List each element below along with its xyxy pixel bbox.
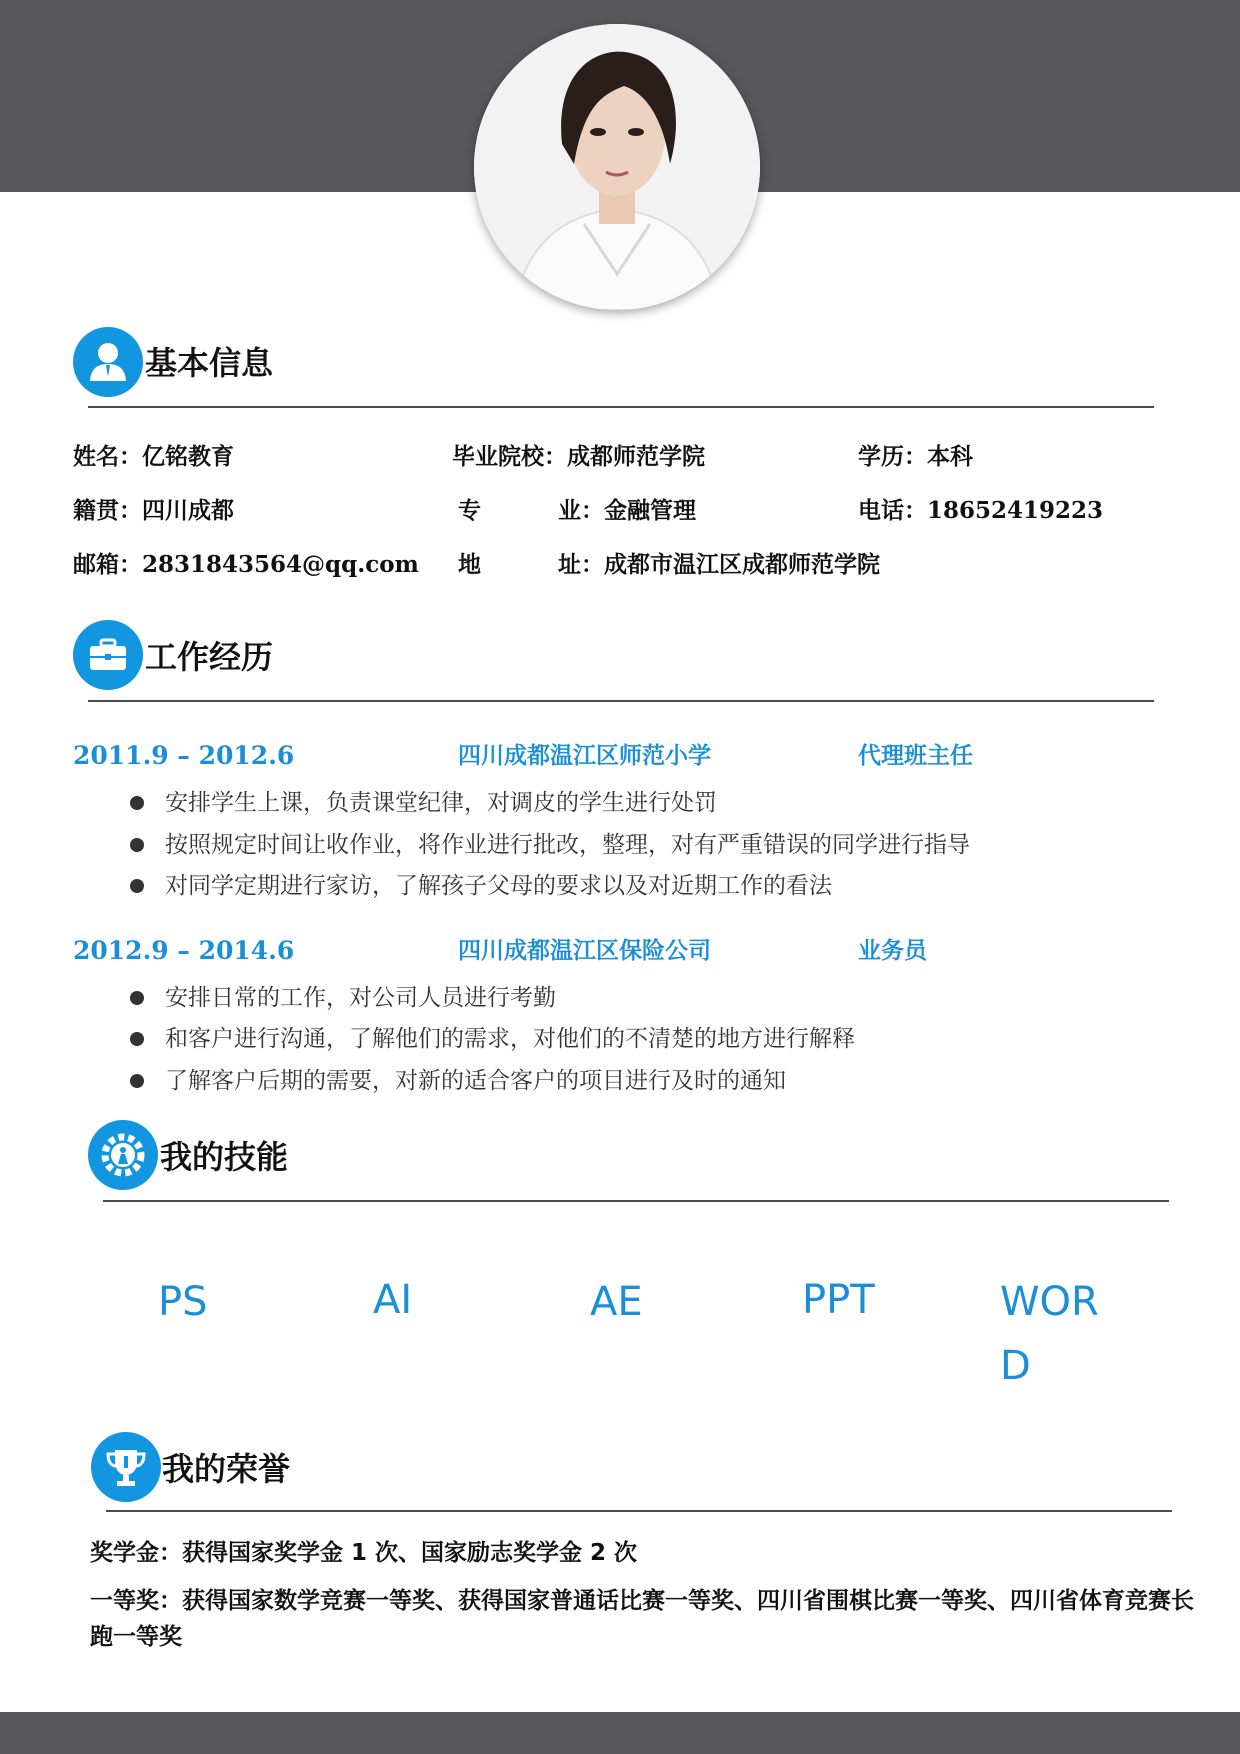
bullet-dot: [130, 838, 144, 852]
gear-icon: [88, 1120, 158, 1190]
job-duty: 了解客户后期的需要，对新的适合客户的项目进行及时的通知: [165, 1068, 786, 1094]
info-email-value: 2831843564@qq.com: [142, 551, 419, 578]
job-org: 四川成都温江区师范小学: [458, 743, 711, 769]
skill-ai: AI: [373, 1277, 413, 1323]
info-origin-value: 四川成都: [142, 498, 234, 524]
footer-band: [0, 1712, 1240, 1754]
info-address-value: 成都市温江区成都师范学院: [604, 552, 880, 578]
bullet-dot: [130, 1032, 144, 1046]
section-title-work: 工作经历: [145, 638, 274, 676]
info-major-value: 金融管理: [604, 498, 696, 524]
skill-word: [1000, 1278, 1099, 1390]
info-major-label-a: 专: [458, 498, 481, 524]
skill-ae: AE: [590, 1279, 643, 1325]
bullet-dot: [130, 879, 144, 893]
info-address: [558, 550, 880, 580]
skill-word-line2: D: [1000, 1343, 1031, 1389]
section-title-skills: 我的技能: [160, 1138, 289, 1176]
info-school-value: 成都师范学院: [567, 444, 705, 470]
job-duty: 安排学生上课，负责课堂纪律，对调皮的学生进行处罚: [165, 790, 717, 816]
job-date: 2011.9 – 2012.6: [73, 741, 295, 770]
person-icon: [73, 327, 143, 397]
job-duty: 和客户进行沟通，了解他们的需求，对他们的不清楚的地方进行解释: [165, 1026, 855, 1052]
job-duty: 按照规定时间让收作业，将作业进行批改，整理，对有严重错误的同学进行指导: [165, 832, 970, 858]
job-org: 四川成都温江区保险公司: [458, 938, 711, 964]
section-divider: [88, 406, 1154, 408]
info-phone-value: 18652419223: [927, 497, 1104, 524]
trophy-icon: [91, 1432, 161, 1502]
bullet-dot: [130, 796, 144, 810]
info-email: [73, 550, 419, 580]
bullet-dot: [130, 991, 144, 1005]
info-major: [558, 496, 696, 526]
info-degree-label: 学历：: [858, 444, 927, 470]
info-origin-label: 籍贯：: [73, 498, 142, 524]
info-phone-label: 电话：: [858, 498, 927, 524]
section-title-basic: 基本信息: [145, 344, 274, 382]
honor-scholarship: 奖学金：获得国家奖学金 1 次、国家励志奖学金 2 次: [90, 1540, 638, 1566]
job-role: 业务员: [858, 938, 927, 964]
info-address-label-a: 地: [458, 552, 481, 578]
section-divider: [106, 1510, 1172, 1512]
briefcase-icon: [73, 620, 143, 690]
section-title-honors: 我的荣誉: [162, 1450, 291, 1488]
info-school-label: 毕业院校：: [452, 444, 567, 470]
info-school: [452, 442, 705, 472]
job-duty: 对同学定期进行家访，了解孩子父母的要求以及对近期工作的看法: [165, 873, 832, 899]
info-degree-value: 本科: [927, 444, 973, 470]
info-major-label: 业：: [558, 498, 604, 524]
honor-first-prize: 一等奖：获得国家数学竞赛一等奖、获得国家普通话比赛一等奖、四川省围棋比赛一等奖、四川省体育竞赛长跑一等奖: [90, 1588, 1194, 1650]
info-origin: [73, 496, 234, 526]
info-address-label: 址：: [558, 552, 604, 578]
section-divider: [103, 1200, 1169, 1202]
section-divider: [88, 700, 1154, 702]
info-phone: [858, 496, 1103, 526]
skill-ppt: PPT: [802, 1277, 875, 1323]
job-date: 2012.9 – 2014.6: [73, 936, 295, 965]
info-degree: [858, 442, 973, 472]
job-duty: 安排日常的工作，对公司人员进行考勤: [165, 985, 556, 1011]
skill-word-line1: WOR: [1000, 1279, 1099, 1325]
info-name-label: 姓名：: [73, 444, 142, 470]
info-name-value: 亿铭教育: [142, 444, 234, 470]
job-role: 代理班主任: [858, 743, 973, 769]
profile-photo: [474, 24, 760, 310]
info-name: [73, 442, 234, 472]
info-email-label: 邮箱：: [73, 552, 142, 578]
bullet-dot: [130, 1074, 144, 1088]
skill-ps: PS: [158, 1279, 208, 1325]
